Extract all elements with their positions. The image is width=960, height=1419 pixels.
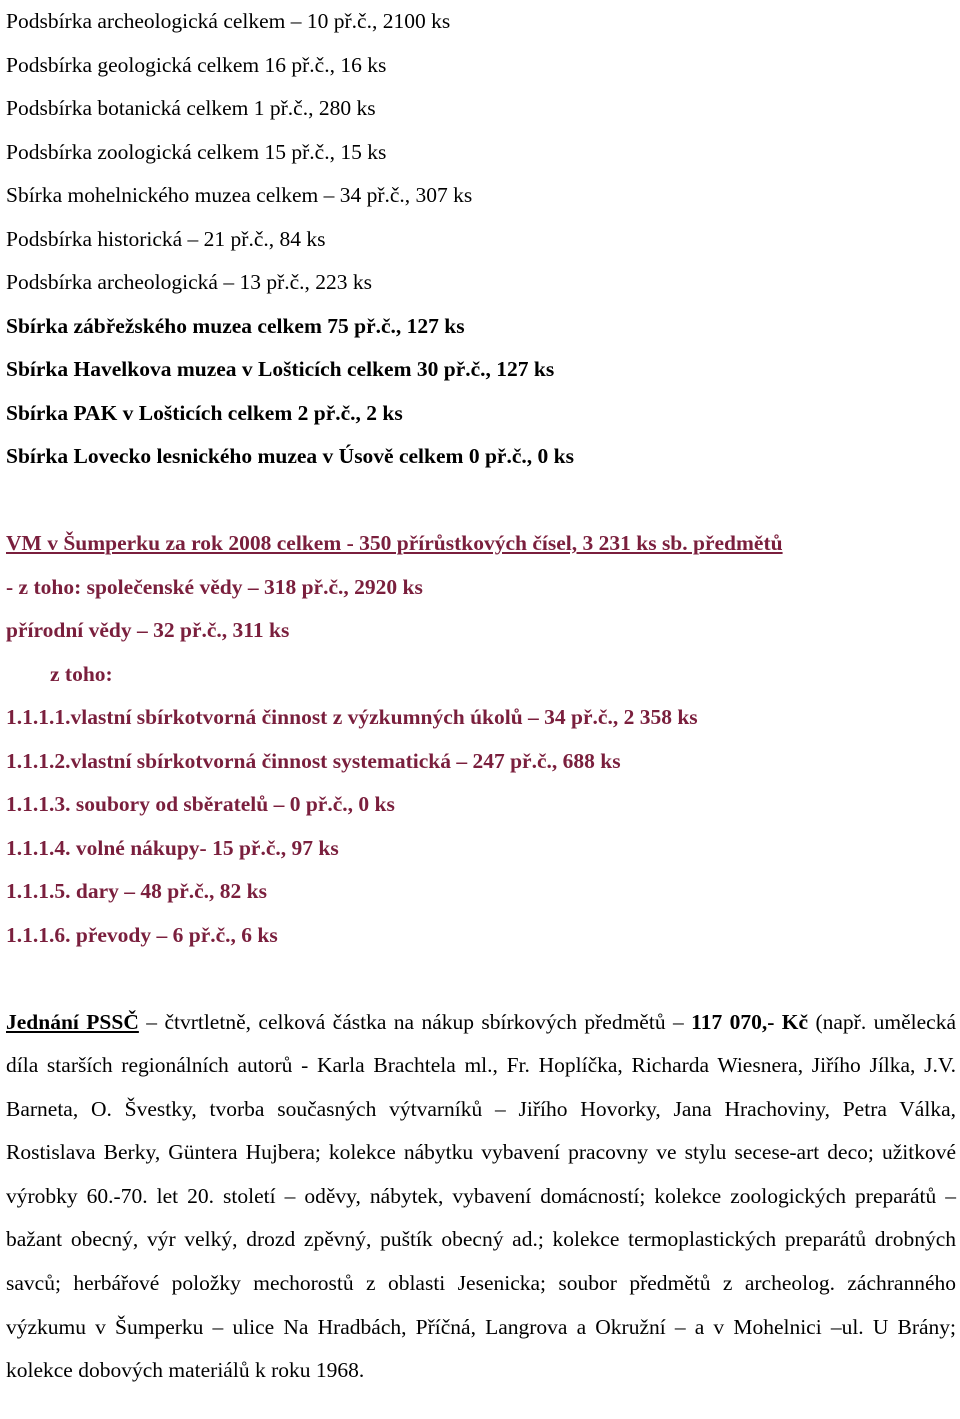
- of-which-label: z toho:: [50, 661, 113, 686]
- mohelnice-archeology-line: Podsbírka archeologická – 13 př.č., 223 ks: [6, 270, 373, 294]
- pssc-intro-text: – čtvrtletně, celková částka na nákup sbírkových předmětů –: [138, 1009, 692, 1034]
- havelka-museum-line: Sbírka Havelkova muzea v Lošticích celkem 30 př.č., 127 ks: [6, 357, 555, 381]
- mohelnice-museum-total-line: Sbírka mohelnického muzea celkem – 34 př.č., 307 ks: [6, 183, 473, 207]
- subcollection-geology-line: Podsbírka geologická celkem 16 př.č., 16 ks: [6, 52, 387, 77]
- acquisition-item: 1.1.1.4. volné nákupy- 15 př.č., 97 ks: [6, 835, 339, 860]
- acquisition-item: 1.1.1.5. dary – 48 př.č., 82 ks: [6, 879, 267, 903]
- zabreh-museum-line: Sbírka zábřežského muzea celkem 75 př.č., 127 ks: [6, 313, 465, 338]
- annual-total-line: VM v Šumperku za rok 2008 celkem - 350 přírůstkových čísel, 3 231 ks sb. předmětů: [6, 531, 783, 555]
- usov-museum-line: Sbírka Lovecko lesnického muzea v Úsově celkem 0 př.č., 0 ks: [6, 444, 574, 468]
- pssc-paragraph: [6, 1001, 956, 1393]
- acquisition-item: 1.1.1.1.vlastní sbírkotvorná činnost z výzkumných úkolů – 34 př.č., 2 358 ks: [6, 705, 698, 729]
- mohelnice-history-line: Podsbírka historická – 21 př.č., 84 ks: [6, 226, 326, 251]
- subcollection-archeology-line: Podsbírka archeologická celkem – 10 př.č., 2100 ks: [6, 9, 451, 33]
- acquisition-item: 1.1.1.6. převody – 6 př.č., 6 ks: [6, 922, 278, 947]
- acquisition-item: 1.1.1.3. soubory od sběratelů – 0 př.č., 0 ks: [6, 792, 395, 816]
- section-gap: [6, 957, 956, 1001]
- natural-sciences-line: přírodní vědy – 32 př.č., 311 ks: [6, 618, 290, 642]
- document-page: [6, 0, 956, 1393]
- acquisition-item: 1.1.1.2.vlastní sbírkotvorná činnost systematická – 247 př.č., 688 ks: [6, 748, 621, 773]
- social-sciences-line: - z toho: společenské vědy – 318 př.č., 2920 ks: [6, 574, 423, 599]
- subcollection-botany-line: Podsbírka botanická celkem 1 př.č., 280 ks: [6, 96, 376, 120]
- pak-lostice-line: Sbírka PAK v Lošticích celkem 2 př.č., 2 ks: [6, 400, 403, 425]
- pssc-body-text: (např. umělecká díla starších regionálních autorů - Karla Brachtela ml., Fr. Hoplíčka, Richarda Wiesnera, Jiřího Jílka, J.V. Barneta, O. Švestky, tvorba současných výtvarníků – Jiřího Hovorky, Jana Hrachoviny, Petra Válka, Rostislava Berky, Güntera Hujbera; kolekce nábytku vybavení pracovny ve stylu secese-art deco; užitkové výrobky 60.-70. let 20. století – oděvy, nábytek, vybavení domácností; kolekce zoologických preparátů – bažant obecný, výr velký, drozd zpěvný, puštík obecný ad.; kolekce termoplastických preparátů drobných savců; herbářové položky mechorostů z oblasti Jesenicka; soubor předmětů z archeolog. záchranného výzkumu v Šumperku – ulice Na Hradbách, Příčná, Langrova a Okružní – a v Mohelnici –ul. U Brány; kolekce dobových materiálů k roku 1968.: [6, 1009, 956, 1383]
- pssc-amount: 117 070,- Kč: [691, 1009, 809, 1034]
- pssc-label: Jednání PSSČ: [6, 1009, 139, 1034]
- section-gap: [6, 479, 956, 523]
- subcollection-zoology-line: Podsbírka zoologická celkem 15 př.č., 15 ks: [6, 139, 387, 164]
